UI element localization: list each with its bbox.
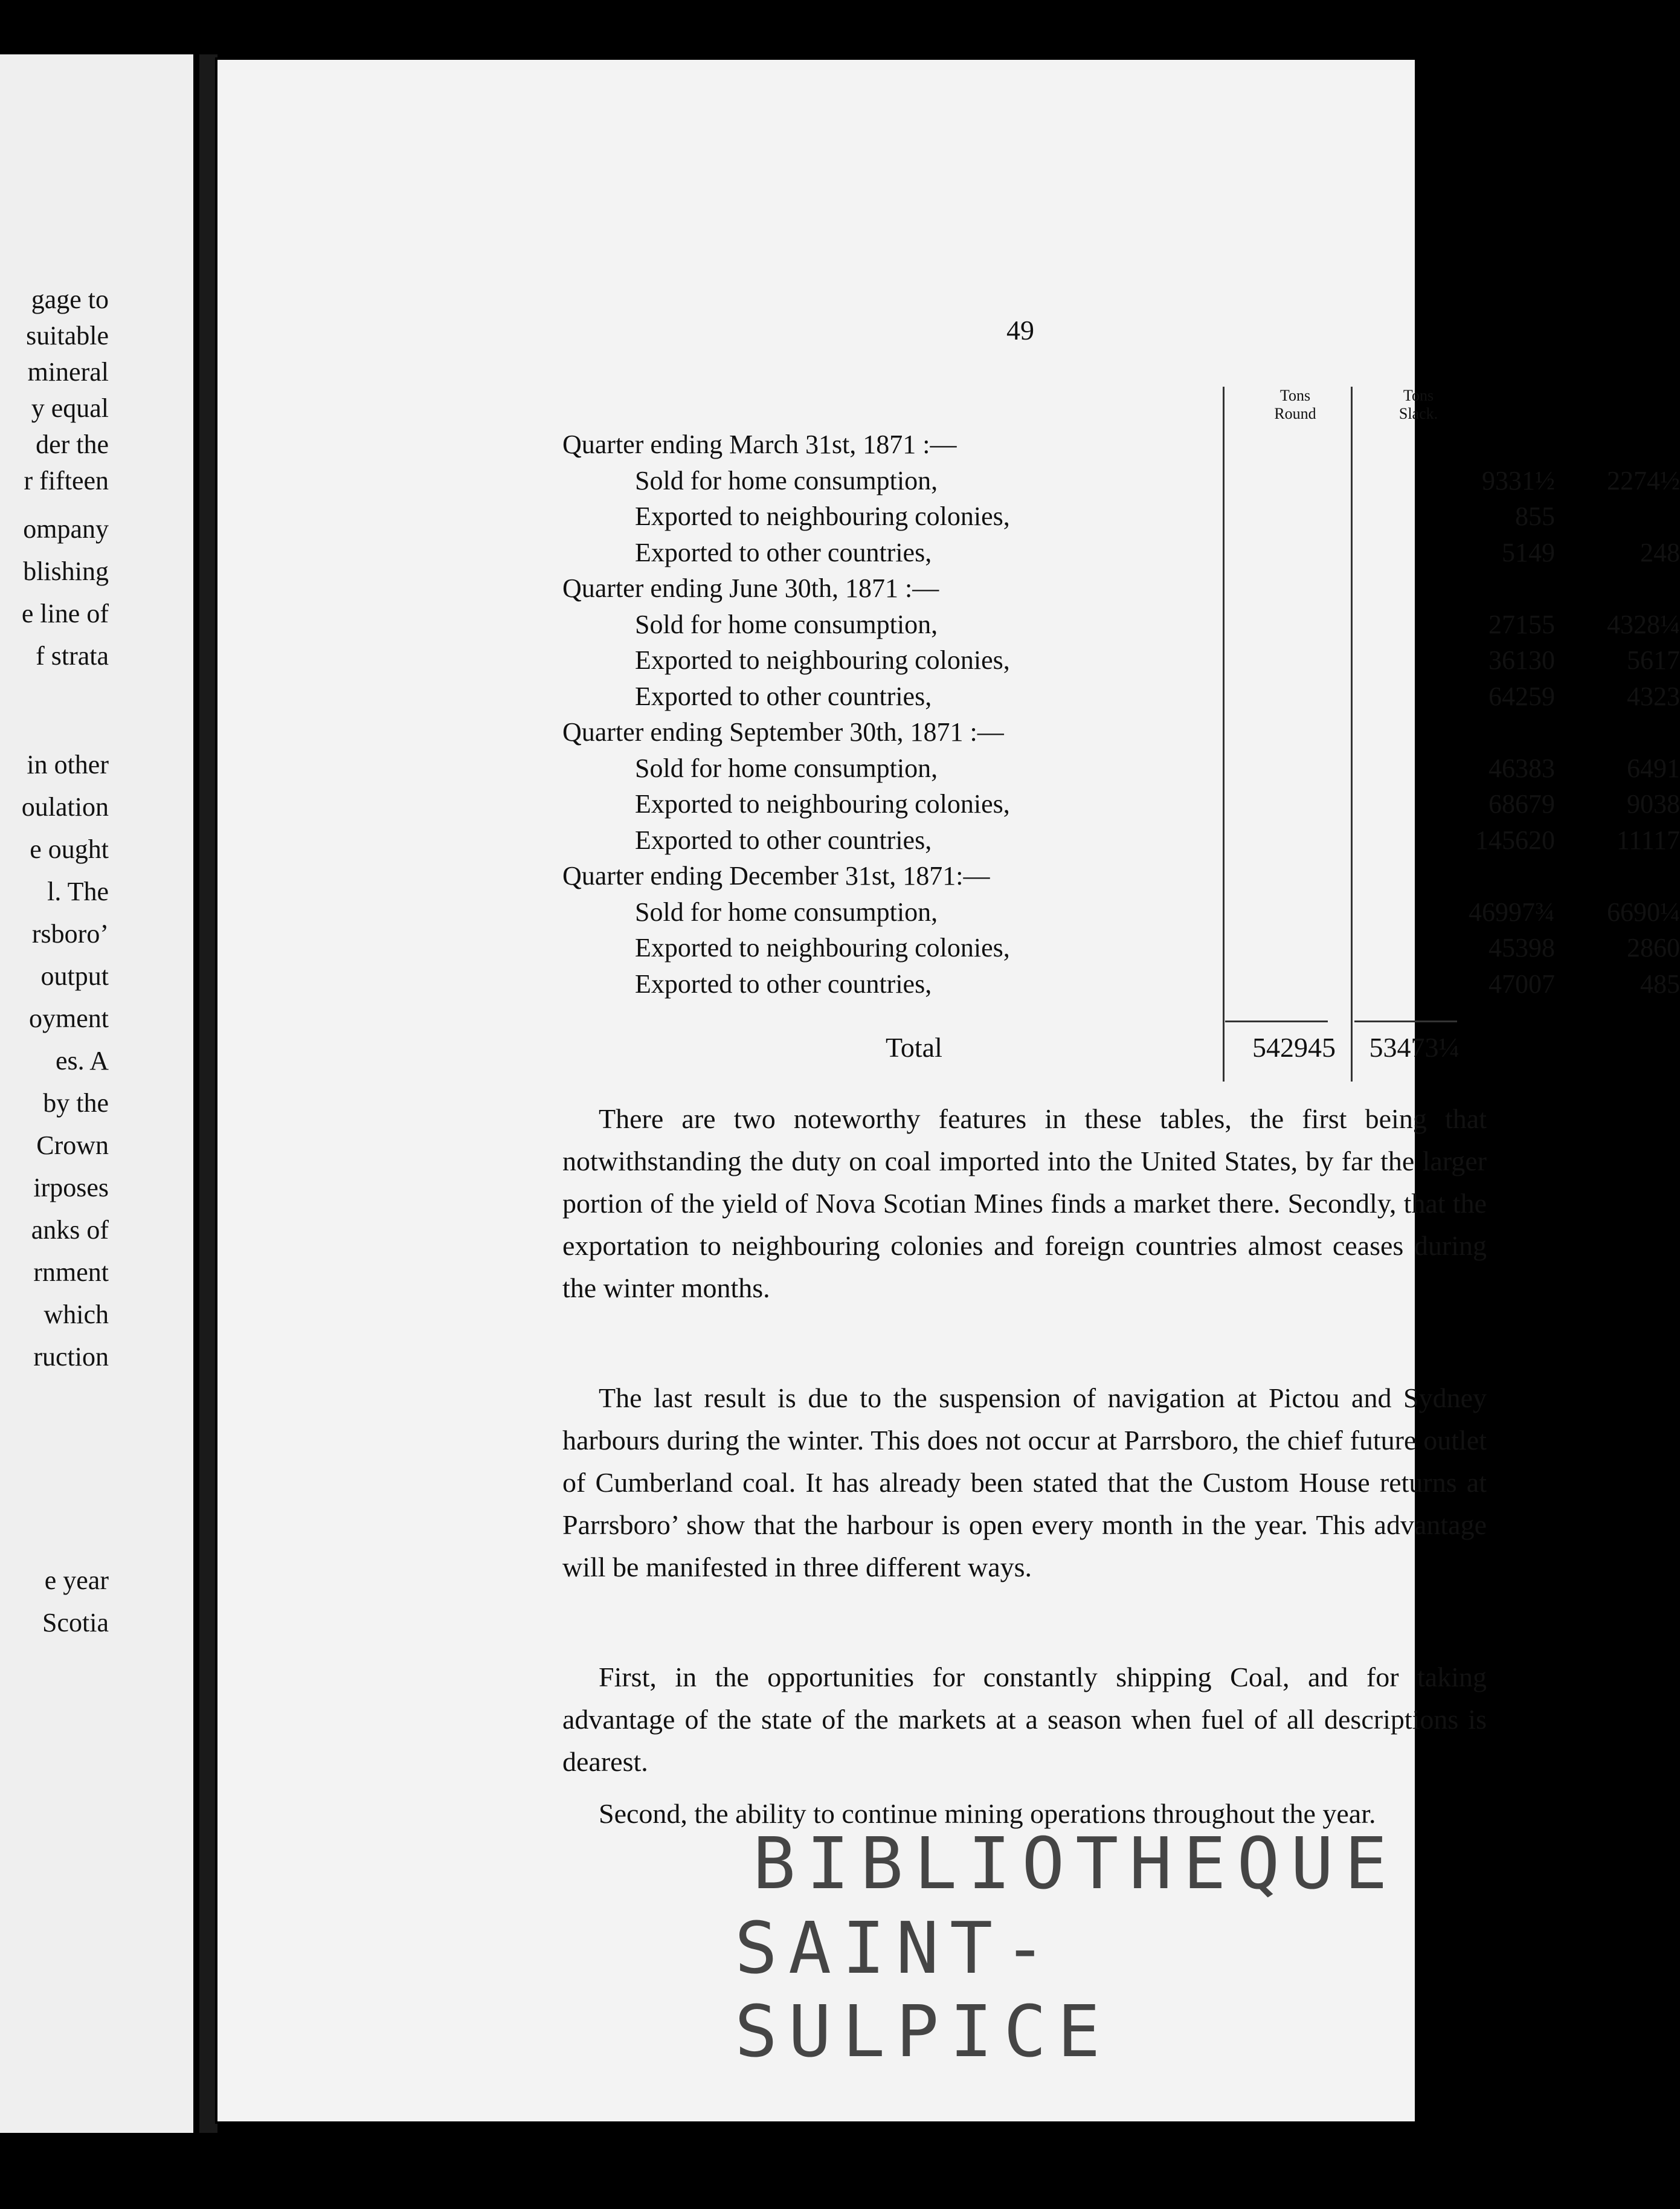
left-page-text-fragment: es. A [56, 1046, 109, 1075]
left-page-text-fragment: in other [27, 750, 109, 779]
library-perforation-stamp: BIBLIOTHEQUE [753, 1822, 1398, 1905]
tons-round-cell: 47007 [1489, 969, 1555, 999]
table-row [562, 969, 1680, 1002]
row-label: Sold for home consumption, [635, 609, 938, 639]
library-perforation-stamp: SAINT-SULPICE [735, 1906, 1112, 2073]
paragraph: The last result is due to the suspension of navigation at Pictou and Sydney harbours during the winter. This does not occur at Parrsboro, the chief future outlet of Cumberland coal. It has already been stated that the Custom House returns at Parrsboro’ show that the harbour is open every month in the year. This advantage will be manifested in three different ways. [562, 1382, 1487, 1582]
total-tons-round: 542945 [1252, 1032, 1336, 1063]
tons-slack-cell: 2860 [1627, 933, 1680, 963]
tons-slack-cell: 5617 [1627, 645, 1680, 675]
quarter-heading-row [562, 860, 1469, 894]
table-row [562, 932, 1680, 966]
tons-round-cell: 855 [1515, 501, 1555, 531]
table-row [562, 645, 1680, 678]
table-row [562, 897, 1680, 930]
tons-slack-cell: 4328¼ [1607, 609, 1680, 639]
left-page-text-fragment: oulation [21, 792, 109, 822]
left-page-text-fragment: rsboro’ [31, 919, 109, 949]
total-rule [1225, 1021, 1328, 1022]
table-row [562, 501, 1555, 534]
left-page-text-fragment: which [43, 1300, 109, 1329]
table-row [562, 753, 1680, 786]
left-page-text-fragment: r fifteen [24, 466, 109, 495]
row-label: Exported to other countries, [635, 681, 932, 711]
page [215, 57, 1680, 2124]
left-page-text-fragment: mineral [27, 357, 109, 387]
table-row [562, 537, 1680, 570]
row-label: Sold for home consumption, [635, 753, 938, 783]
quarter-heading-row [562, 429, 1469, 462]
quarter-heading: Quarter ending September 30th, 1871 :— [562, 717, 1004, 747]
page-number: 49 [1006, 315, 1034, 346]
row-label: Sold for home consumption, [635, 897, 938, 927]
tons-slack-cell: 2274½ [1607, 465, 1680, 495]
row-label: Exported to neighbouring colonies, [635, 645, 1010, 675]
column-header-tons-round: Tons Round [1274, 387, 1316, 422]
tons-slack-cell: 6690¼ [1607, 897, 1680, 927]
left-page-text-fragment: e line of [21, 599, 109, 628]
tons-slack-cell: 6491 [1627, 753, 1680, 783]
left-page-text-fragment: rnment [33, 1257, 109, 1287]
left-page-text-fragment: ompany [23, 514, 109, 544]
tons-round-cell: 46997¾ [1469, 897, 1555, 927]
left-page-text-fragment: by the [43, 1088, 109, 1118]
left-page-text-fragment: gage to [31, 285, 109, 314]
total-tons-slack: 53473¼ [1369, 1032, 1460, 1063]
table-row [562, 465, 1680, 498]
left-page-text-fragment: Scotia [42, 1608, 109, 1637]
left-page-text-fragment: y equal [31, 393, 109, 423]
row-label: Exported to neighbouring colonies, [635, 789, 1010, 819]
tons-round-cell: 36130 [1489, 645, 1555, 675]
left-page-text-fragment: irposes [33, 1173, 109, 1202]
left-page-text-fragment: ruction [33, 1342, 109, 1372]
total-rule [1354, 1021, 1457, 1022]
row-label: Exported to other countries, [635, 969, 932, 999]
left-page-text-fragment: oyment [29, 1004, 109, 1033]
tons-round-cell: 145620 [1475, 825, 1555, 855]
left-page-text-fragment: Crown [36, 1130, 109, 1160]
left-page-text-fragment: suitable [26, 321, 109, 350]
quarter-heading: Quarter ending December 31st, 1871:— [562, 861, 990, 891]
column-header-tons-slack: Tons Slack. [1398, 387, 1438, 422]
tons-slack-cell: 485 [1640, 969, 1680, 999]
table-row [562, 788, 1680, 822]
row-label: Exported to other countries, [635, 537, 932, 567]
left-page-text-fragment: blishing [23, 556, 109, 586]
tons-slack-cell: 9038 [1627, 789, 1680, 819]
left-page-text-fragment: e ought [30, 834, 109, 864]
tons-round-cell: 64259 [1489, 681, 1555, 711]
quarter-heading-row [562, 717, 1469, 750]
tons-round-cell: 46383 [1489, 753, 1555, 783]
left-page-text-fragment: l. The [47, 877, 109, 906]
row-label: Exported to other countries, [635, 825, 932, 855]
row-label: Exported to neighbouring colonies, [635, 501, 1010, 531]
left-page-text-fragment: f strata [36, 641, 109, 671]
tons-round-cell: 68679 [1489, 789, 1555, 819]
tons-slack-cell: 11117 [1616, 825, 1680, 855]
total-label: Total [886, 1032, 942, 1063]
left-page-text-fragment: e year [44, 1566, 109, 1595]
tons-slack-cell: 4323 [1627, 681, 1680, 711]
tons-round-cell: 5149 [1502, 537, 1555, 567]
tons-slack-cell: 248 [1640, 537, 1680, 567]
left-facing-page [0, 54, 193, 2133]
row-label: Exported to neighbouring colonies, [635, 933, 1010, 963]
table-row [562, 681, 1680, 714]
tons-round-cell: 27155 [1489, 609, 1555, 639]
quarter-heading-row [562, 573, 1469, 606]
quarter-heading: Quarter ending June 30th, 1871 :— [562, 573, 939, 603]
table-row [562, 825, 1680, 858]
left-page-text-fragment: anks of [31, 1215, 109, 1245]
tons-round-cell: 45398 [1489, 933, 1555, 963]
quarter-heading: Quarter ending March 31st, 1871 :— [562, 430, 957, 459]
tons-round-cell: 9331½ [1482, 465, 1555, 495]
row-label: Sold for home consumption, [635, 465, 938, 495]
left-page-text-fragment: der the [36, 430, 109, 459]
paragraph: First, in the opportunities for constantly shipping Coal, and for taking advantage of the state of the markets at a season when fuel of all descriptions is dearest. [562, 1662, 1487, 1777]
table-row [562, 609, 1680, 642]
paragraph: Second, the ability to continue mining operations throughout the year. [599, 1798, 1376, 1829]
left-page-text-fragment: output [40, 961, 109, 991]
paragraph: There are two noteworthy features in these tables, the first being that notwithstanding the duty on coal imported into the United States, by far the larger portion of the yield of Nova Scotian Mines finds a market there. Secondly, that the exportation to neighbouring colonies and foreign countries almost ceases during the winter months. [562, 1103, 1487, 1303]
